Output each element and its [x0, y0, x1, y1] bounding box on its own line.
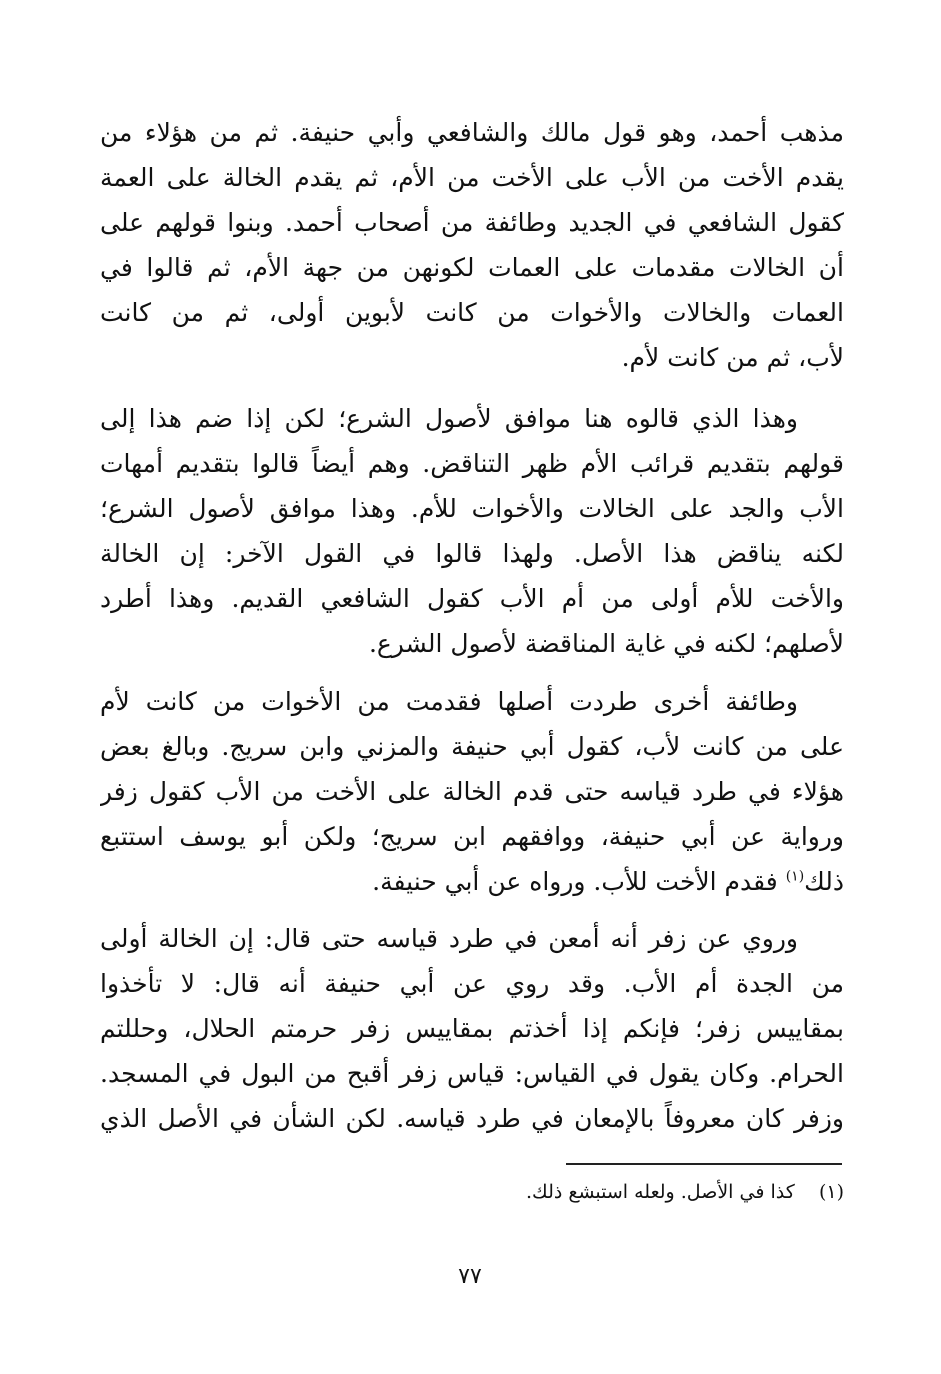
- paragraph-4: [100, 916, 844, 1141]
- text-line: الأب والجد على الخالات والأخوات للأم. وهذا موافق لأصول الشرع؛: [100, 494, 844, 523]
- text-line: العمات والخالات والأخوات من كانت لأبوين أولى، ثم من كانت: [100, 298, 844, 327]
- text-line: الحرام. وكان يقول في القياس: قياس زفر أقبح من البول في المسجد.: [100, 1059, 844, 1088]
- text-line: وزفر كان معروفاً بالإمعان في طرد قياسه. لكن الشأن في الأصل الذي: [100, 1104, 844, 1133]
- text-line: [100, 859, 844, 904]
- text-line: والأخت للأم أولى من أم الأب كقول الشافعي القديم. وهذا أطرد: [100, 584, 844, 613]
- text-line: مذهب أحمد، وهو قول مالك والشافعي وأبي حنيفة. ثم من هؤلاء من: [100, 118, 844, 147]
- footnote: [400, 1177, 844, 1207]
- text-fragment: ذلك: [804, 867, 844, 896]
- text-line: على من كانت لأب، كقول أبي حنيفة والمزني وابن سريج. وبالغ بعض: [100, 732, 844, 761]
- text-line: هؤلاء في طرد قياسه حتى قدم الخالة على الأخت من الأب كقول زفر: [100, 777, 844, 806]
- text-line: أن الخالات مقدمات على العمات لكونهن من جهة الأم، ثم قالوا في: [100, 253, 844, 282]
- text-line: لأصلهم؛ لكنه في غاية المناقضة لأصول الشرع.: [368, 629, 844, 658]
- page-number: ٧٧: [458, 1264, 482, 1289]
- footnote-reference[interactable]: (١): [785, 868, 805, 885]
- paragraph-2: [100, 396, 844, 666]
- text-line: كقول الشافعي في الجديد وطائفة من أصحاب أحمد. وبنوا قولهم على: [100, 208, 844, 237]
- text-line: قولهم بتقديم قرائب الأم ظهر التناقض. وهم أيضاً قالوا بتقديم أمهات: [100, 449, 844, 478]
- text-line: من الجدة أم الأب. وقد روي عن أبي حنيفة أنه قال: لا تأخذوا: [100, 969, 844, 998]
- text-line: وطائفة أخرى طردت أصلها فقدمت من الأخوات من كانت لأم: [100, 687, 798, 716]
- text-line: يقدم الأخت من الأب على الأخت من الأم، ثم يقدم الخالة على العمة: [100, 163, 844, 192]
- paragraph-3: [100, 679, 844, 904]
- footnote-text: كذا في الأصل. ولعله استبشع ذلك.: [526, 1181, 795, 1203]
- footnote-marker: (١): [818, 1181, 844, 1203]
- text-line: ورواية عن أبي حنيفة، ووافقهم ابن سريج؛ ولكن أبو يوسف استتبع: [100, 822, 844, 851]
- paragraph-1: [100, 110, 844, 380]
- text-line: بمقاييس زفر؛ فإنكم إذا أخذتم بمقاييس زفر حرمتم الحلال، وحللتم: [100, 1014, 844, 1043]
- text-fragment: فقدم الأخت للأب. ورواه عن أبي حنيفة.: [372, 867, 786, 896]
- text-line: لكنه يناقض هذا الأصل. ولهذا قالوا في القول الآخر: إن الخالة: [100, 539, 844, 568]
- text-line: لأب، ثم من كانت لأم.: [621, 343, 844, 372]
- text-line: وروي عن زفر أنه أمعن في طرد قياسه حتى قال: إن الخالة أولى: [100, 924, 798, 953]
- text-line: وهذا الذي قالوه هنا موافق لأصول الشرع؛ لكن إذا ضم هذا إلى: [100, 404, 798, 433]
- footnote-divider: [566, 1163, 842, 1165]
